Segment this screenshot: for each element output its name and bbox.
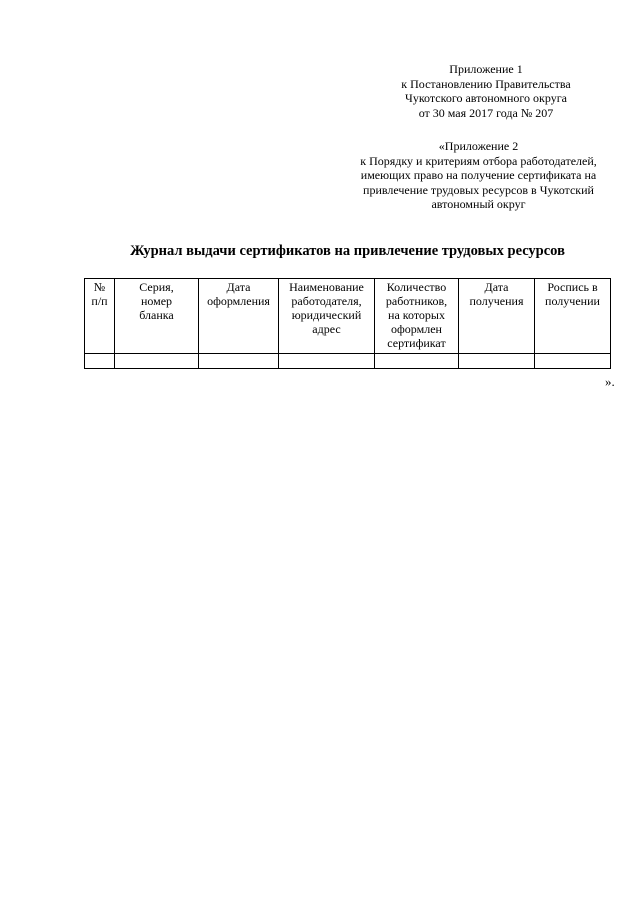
header-line: Серия, [139,280,174,294]
column-header-number [85,279,115,354]
header-line: оформлен [391,322,442,336]
appendix-1-line: от 30 мая 2017 года № 207 [418,105,554,120]
header-line: Дата [484,280,509,294]
journal-table [84,278,611,369]
table-cell [375,354,459,369]
header-line: Дата [226,280,251,294]
header-line: юридический [291,308,362,322]
appendix-2-line: привлечение трудовых ресурсов в Чукотский [363,182,594,197]
appendix-1-header [326,62,640,120]
appendix-2-line: автономный округ [431,197,526,211]
appendix-1-line: к Постановлению Правительства [401,76,571,91]
appendix-2-line: «Приложение 2 [438,139,519,153]
column-header-signature [535,279,611,354]
header-line: п/п [91,294,108,308]
table-cell [459,354,535,369]
header-line: № [93,280,106,294]
column-header-series [115,279,199,354]
header-line: получении [545,294,600,308]
header-line: Наименование [289,280,364,294]
column-header-employer [279,279,375,354]
header-line: сертификат [387,336,446,350]
table-cell [85,354,115,369]
column-header-receipt-date [459,279,535,354]
header-line: на которых [388,308,445,322]
table-row [85,354,611,369]
appendix-2-line: к Порядку и критериям отбора работодателей, [360,153,597,168]
document-title: Журнал выдачи сертификатов на привлечение трудовых ресурсов [130,243,565,259]
appendix-1-line: Чукотского автономного округа [405,91,567,105]
appendix-2-line: имеющих право на получение сертификата на [360,168,597,182]
header-line: номер [140,294,173,308]
header-line: получения [469,294,524,308]
header-line: адрес [312,322,341,336]
header-line: бланка [139,308,174,322]
header-line: оформления [207,294,270,308]
header-line: Роспись в [547,280,598,294]
table-header-row [85,279,611,354]
header-line: работодателя, [291,294,362,308]
appendix-1-line: Приложение 1 [449,62,523,76]
table-cell [199,354,279,369]
table-cell [115,354,199,369]
column-header-workers-count [375,279,459,354]
appendix-2-header [326,139,631,212]
table-cell [279,354,375,369]
column-header-issue-date [199,279,279,354]
closing-quote-mark: ». [605,374,615,389]
table-cell [535,354,611,369]
header-line: работников, [385,294,448,308]
header-line: Количество [386,280,447,294]
